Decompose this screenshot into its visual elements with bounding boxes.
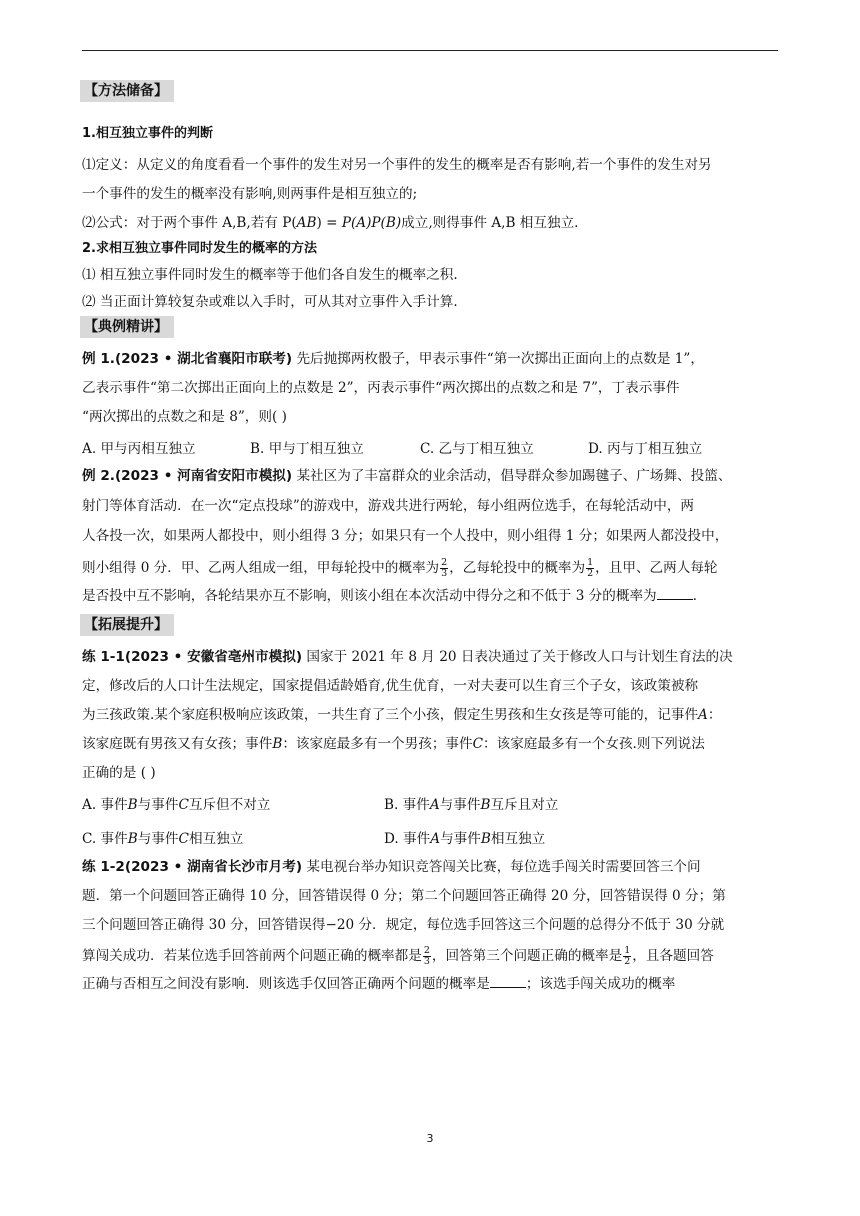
option-c: C. 事件B与事件C相互独立 bbox=[82, 831, 244, 847]
example-2-line-4: 则小组得 0 分．甲、乙两人组成一组，甲每轮投中的概率为 $\frac{2}{3}$ ，乙每轮投中的概率为 $\frac{1}{2}$ ，且甲、乙两人每轮 bbox=[82, 557, 718, 579]
method-definition-line-1: ⑴定义：从定义的角度看看一个事件的发生对另一个事件的发生的概率是否有影响,若一个事件的发生对另 bbox=[82, 157, 712, 173]
practice-1-line-5: 正确的是 ( ) bbox=[82, 765, 156, 781]
method-definition-line-2: 一个事件的发生的概率没有影响,则两事件是相互独立的; bbox=[82, 186, 418, 202]
practice-2-line-1: 练 1-2(2023 • 湖南省长沙市月考) 某电视台举办知识竞答闯关比赛，每位选手闯关时需要回答三个问 bbox=[82, 859, 701, 875]
example-1-line-1: 例 1.(2023 • 湖北省襄阳市联考) 先后抛掷两枚骰子，甲表示事件“第一次掷出正面向上的点数是 1”， bbox=[82, 351, 704, 367]
answer-blank bbox=[657, 587, 693, 600]
formula-text-c: ) = bbox=[316, 215, 342, 231]
example-1-line-2: 乙表示事件“第二次掷出正面向上的点数是 2”，丙表示事件“两次掷出的点数之和是 7”，丁表示事件 bbox=[82, 380, 680, 396]
formula-product: P(A)P(B) bbox=[341, 215, 402, 231]
option-d: D. 事件A与事件B相互独立 bbox=[384, 831, 546, 847]
practice-1-line-1: 练 1-1(2023 • 安徽省亳州市模拟) 国家于 2021 年 8 月 20 日表决通过了关于修改人口与计划生育法的决 bbox=[82, 649, 733, 665]
practice-2-label: 练 1-2(2023 • 湖南省长沙市月考) bbox=[82, 859, 303, 875]
fraction-two-thirds: $\frac{2}{3}$ bbox=[441, 557, 448, 579]
example-2-label: 例 2.(2023 • 河南省安阳市模拟) bbox=[82, 468, 293, 484]
method-point-1: ⑴ 相互独立事件同时发生的概率等于他们各自发生的概率之积. bbox=[82, 267, 458, 283]
practice-2-line-4: 算闯关成功．若某位选手回答前两个问题正确的概率都是 $\frac{2}{3}$ ，回答第三个问题正确的概率是 $\frac{1}{2}$ ，且各题回答 bbox=[82, 945, 714, 967]
formula-text-e: 成立,则得事件 A,B 相互独立. bbox=[401, 215, 579, 231]
option-a: A. 事件B与事件C互斥但不对立 bbox=[82, 797, 271, 813]
formula-text-a: ⑵公式：对于两个事件 A,B,若有 P( bbox=[82, 215, 297, 231]
practice-1-label: 练 1-1(2023 • 安徽省亳州市模拟) bbox=[82, 649, 303, 665]
option-a: A. 甲与丙相互独立 bbox=[82, 441, 196, 457]
section-heading-examples: 【典例精讲】 bbox=[80, 316, 174, 338]
method-heading-1: 1.相互独立事件的判断 bbox=[82, 126, 213, 141]
fraction-one-half: $\frac{1}{2}$ bbox=[624, 945, 631, 967]
practice-2-line-5: 正确与否相互之间没有影响．则该选手仅回答正确两个问题的概率是 ；该选手闯关成功的概率 bbox=[82, 976, 676, 992]
example-1-line-3: “两次掷出的点数之和是 8”，则( ) bbox=[82, 409, 287, 425]
fraction-two-thirds: $\frac{2}{3}$ bbox=[423, 945, 430, 967]
formula-ab: AB bbox=[296, 215, 317, 231]
practice-1-line-4: 该家庭既有男孩又有女孩；事件B：该家庭最多有一个男孩；事件C：该家庭最多有一个女孩.则下列说法 bbox=[82, 736, 705, 752]
example-2-line-3: 人各投一次，如果两人都投中，则小组得 3 分；如果只有一个人投中，则小组得 1 分；如果两人都没投中， bbox=[82, 528, 729, 544]
option-b: B. 甲与丁相互独立 bbox=[250, 441, 364, 457]
example-1-options bbox=[82, 440, 778, 459]
page-content bbox=[82, 80, 778, 994]
example-2-line-5: 是否投中互不影响，各轮结果亦互不影响，则该小组在本次活动中得分之和不低于 3 分的概率为 . bbox=[82, 588, 697, 604]
practice-2-line-2: 题．第一个问题回答正确得 10 分，回答错误得 0 分；第二个问题回答正确得 20 分，回答错误得 0 分；第 bbox=[82, 888, 726, 904]
method-heading-2: 2.求相互独立事件同时发生的概率的方法 bbox=[82, 241, 317, 256]
section-heading-method: 【方法储备】 bbox=[80, 80, 174, 102]
practice-1-line-2: 定，修改后的人口计生法规定，国家提倡适龄婚育,优生优育，一对夫妻可以生育三个子女，该政策被称 bbox=[82, 678, 699, 694]
example-2-line-1: 例 2.(2023 • 河南省安阳市模拟) 某社区为了丰富群众的业余活动，倡导群众参加踢毽子、广场舞、投篮、 bbox=[82, 468, 732, 484]
method-point-2: ⑵ 当正面计算较复杂或难以入手时，可从其对立事件入手计算. bbox=[82, 294, 458, 310]
option-c: C. 乙与丁相互独立 bbox=[420, 441, 534, 457]
method-formula-line bbox=[82, 214, 778, 233]
page-number: 3 bbox=[426, 1132, 434, 1145]
practice-1-line-3: 为三孩政策.某个家庭积极响应该政策，一共生育了三个小孩，假定生男孩和生女孩是等可能的，记事件A： bbox=[82, 707, 722, 723]
practice-2-line-3: 三个问题回答正确得 30 分，回答错误得−20 分．规定，每位选手回答这三个问题的总得分不低于 30 分就 bbox=[82, 917, 725, 933]
practice-1-options-row-2 bbox=[82, 830, 778, 849]
example-1-label: 例 1.(2023 • 湖北省襄阳市联考) bbox=[82, 351, 293, 367]
option-d: D. 丙与丁相互独立 bbox=[588, 441, 703, 457]
answer-blank bbox=[490, 975, 526, 988]
practice-1-options-row-1 bbox=[82, 796, 778, 815]
fraction-one-half: $\frac{1}{2}$ bbox=[587, 557, 594, 579]
header-rule bbox=[82, 50, 778, 51]
section-heading-extension: 【拓展提升】 bbox=[80, 614, 174, 636]
example-2-line-2: 射门等体育活动．在一次“定点投球”的游戏中，游戏共进行两轮，每小组两位选手，在每轮活动中，两 bbox=[82, 498, 695, 514]
option-b: B. 事件A与事件B互斥且对立 bbox=[384, 797, 559, 813]
